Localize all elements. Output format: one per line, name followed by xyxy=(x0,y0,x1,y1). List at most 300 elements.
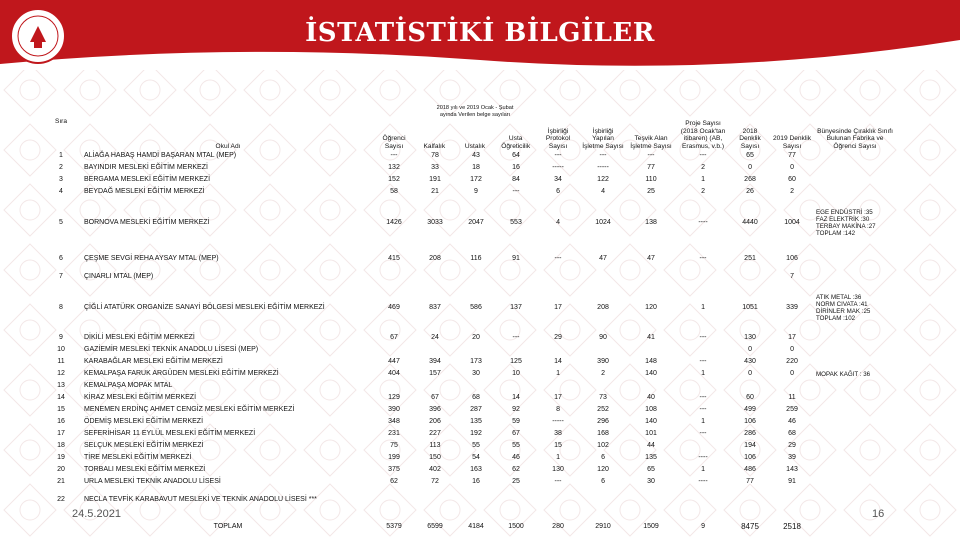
header-ustalik: Ustalık xyxy=(464,142,486,150)
cell-denklik-2019: 11 xyxy=(788,394,796,401)
header-denklik-2018: 2018 Denklik Sayısı xyxy=(739,127,761,150)
cell-row-number: 8 xyxy=(59,303,63,311)
cell-bunyesinde xyxy=(814,440,896,452)
cell-kalfalik: 191 xyxy=(429,176,441,183)
cell-ogrenci xyxy=(374,380,414,392)
cell-denklik-2018: 268 xyxy=(744,176,756,183)
cell-protokol: 6 xyxy=(556,188,560,195)
cell-proje: ---- xyxy=(698,478,708,485)
total-proje: 9 xyxy=(701,523,705,530)
total-ustalik: 4184 xyxy=(468,523,484,530)
cell-usta-ogreticilik: 92 xyxy=(512,406,520,413)
cell-denklik-2019: 0 xyxy=(790,164,794,171)
cell-kalfalik xyxy=(414,380,456,392)
cell-tesvik: 77 xyxy=(647,164,655,171)
factory-note-line: DİRİNLER MAK :25 xyxy=(816,307,871,315)
cell-ogrenci xyxy=(374,488,414,512)
cell-isletme: 208 xyxy=(597,303,609,311)
cell-bunyesinde xyxy=(814,404,896,416)
cell-bunyesinde xyxy=(814,332,896,344)
cell-denklik-2019: 2 xyxy=(790,188,794,195)
cell-bunyesinde xyxy=(814,428,896,440)
cell-kalfalik xyxy=(414,344,456,356)
cell-kalfalik: 33 xyxy=(431,164,439,171)
table-row xyxy=(40,416,896,428)
cell-ustalik: 135 xyxy=(470,418,482,425)
header-sira: Sıra xyxy=(54,118,68,125)
cell-kalfalik: 3033 xyxy=(427,218,443,226)
cell-proje: ---- xyxy=(698,218,708,226)
table-row xyxy=(40,392,896,404)
cell-isletme: 6 xyxy=(601,478,605,485)
cell-ustalik: 586 xyxy=(470,303,482,311)
cell-proje xyxy=(676,488,730,512)
cell-tesvik: 47 xyxy=(647,255,655,262)
table-row xyxy=(40,368,896,380)
total-label: TOPLAM xyxy=(213,523,243,530)
cell-ogrenci: 75 xyxy=(390,442,398,449)
cell-proje: 1 xyxy=(701,176,705,183)
cell-isletme: 102 xyxy=(597,442,609,449)
cell-ustalik: 192 xyxy=(470,430,482,437)
footer-date: 24.5.2021 xyxy=(72,508,121,520)
cell-school-name: NECLA TEVFİK KARABAVUT MESLEKİ VE TEKNİK ANADOLU LİSESİ *** xyxy=(84,496,317,503)
cell-bunyesinde xyxy=(814,356,896,368)
cell-ogrenci: 62 xyxy=(390,478,398,485)
cell-proje xyxy=(676,344,730,356)
cell-kalfalik: 837 xyxy=(429,303,441,311)
cell-tesvik: 65 xyxy=(647,466,655,473)
cell-protokol: 38 xyxy=(554,430,562,437)
cell-protokol xyxy=(536,380,580,392)
cell-usta-ogreticilik: 59 xyxy=(512,418,520,425)
table-header-row xyxy=(40,104,896,150)
cell-ustalik xyxy=(456,344,496,356)
cell-kalfalik: 21 xyxy=(431,188,439,195)
cell-denklik-2018: 130 xyxy=(744,334,756,341)
cell-denklik-2018 xyxy=(730,271,770,283)
table-row xyxy=(40,452,896,464)
cell-row-number: 21 xyxy=(57,478,65,485)
cell-school-name: DİKİLİ MESLEKİ EĞİTİM MERKEZİ xyxy=(84,334,195,341)
cell-usta-ogreticilik xyxy=(496,271,536,283)
cell-ustalik: 287 xyxy=(470,406,482,413)
cell-school-name: BAYINDIR MESLEKİ EĞİTİM MERKEZİ xyxy=(84,164,208,171)
cell-isletme: ----- xyxy=(597,164,609,171)
total-row xyxy=(40,512,896,542)
cell-isletme: 122 xyxy=(597,176,609,183)
cell-tesvik xyxy=(626,344,676,356)
cell-row-number: 11 xyxy=(57,358,65,365)
cell-bunyesinde xyxy=(814,368,896,380)
cell-bunyesinde xyxy=(814,150,896,162)
cell-protokol: 1 xyxy=(556,370,560,377)
cell-proje: 2 xyxy=(701,188,705,195)
cell-tesvik: 41 xyxy=(647,334,655,341)
cell-kalfalik: 402 xyxy=(429,466,441,473)
factory-note-line: EGE ENDÜSTRİ :35 xyxy=(816,208,873,216)
page-title: İSTATİSTİKİ BİLGİLER xyxy=(305,18,655,48)
cell-row-number: 19 xyxy=(57,454,65,461)
cell-ustalik xyxy=(456,380,496,392)
cell-denklik-2019: 143 xyxy=(786,466,798,473)
cell-tesvik xyxy=(626,488,676,512)
cell-bunyesinde xyxy=(814,380,896,392)
cell-protokol: 17 xyxy=(554,394,562,401)
cell-isletme: 47 xyxy=(599,255,607,262)
total-kalfalik: 6599 xyxy=(427,523,443,530)
cell-row-number: 3 xyxy=(59,176,63,183)
cell-school-name: ÇEŞME SEVGİ REHA AYSAY MTAL (MEP) xyxy=(84,255,219,262)
total-usta-ogreticilik: 1500 xyxy=(508,523,524,530)
cell-ustalik xyxy=(456,271,496,283)
cell-tesvik xyxy=(626,380,676,392)
cell-usta-ogreticilik: 10 xyxy=(512,370,520,377)
cell-tesvik: 120 xyxy=(645,303,657,311)
header-usta-ogreticilik: Usta Öğreticilik xyxy=(501,135,531,150)
cell-usta-ogreticilik: 25 xyxy=(512,478,520,485)
cell-tesvik: --- xyxy=(647,152,655,159)
table-row xyxy=(40,247,896,271)
cell-ustalik: 2047 xyxy=(468,218,484,226)
cell-tesvik: 135 xyxy=(645,454,657,461)
cell-denklik-2018: 0 xyxy=(748,346,752,353)
cell-isletme: --- xyxy=(599,152,607,159)
cell-row-number: 14 xyxy=(57,394,65,401)
cell-protokol: 17 xyxy=(554,303,562,311)
cell-ustalik: 173 xyxy=(470,358,482,365)
cell-isletme xyxy=(580,488,626,512)
cell-usta-ogreticilik: 64 xyxy=(512,152,520,159)
cell-ogrenci: 1426 xyxy=(386,218,402,226)
cell-ogrenci xyxy=(374,344,414,356)
cell-kalfalik: 24 xyxy=(431,334,439,341)
cell-protokol: --- xyxy=(554,255,562,262)
cell-proje xyxy=(676,440,730,452)
table-row xyxy=(40,428,896,440)
cell-denklik-2018: 60 xyxy=(746,394,754,401)
cell-denklik-2019: 7 xyxy=(790,273,794,280)
cell-school-name: SELÇUK MESLEKİ EĞİTİM MERKEZİ xyxy=(84,442,204,449)
cell-protokol xyxy=(536,488,580,512)
cell-usta-ogreticilik: 16 xyxy=(512,164,520,171)
cell-row-number: 17 xyxy=(57,430,65,437)
cell-bunyesinde xyxy=(814,162,896,174)
cell-usta-ogreticilik xyxy=(496,380,536,392)
cell-usta-ogreticilik: 67 xyxy=(512,430,520,437)
cell-row-number: 9 xyxy=(59,334,63,341)
cell-protokol: 15 xyxy=(554,442,562,449)
cell-tesvik: 30 xyxy=(647,478,655,485)
table-row xyxy=(40,404,896,416)
total-ogrenci: 5379 xyxy=(386,523,402,530)
cell-ustalik: 16 xyxy=(472,478,480,485)
cell-school-name: SEFERİHİSAR 11 EYLÜL MESLEKİ EĞİTİM MERKEZİ xyxy=(84,430,256,437)
cell-kalfalik: 72 xyxy=(431,478,439,485)
page-number: 16 xyxy=(872,508,885,520)
cell-tesvik: 110 xyxy=(645,176,657,183)
cell-isletme: 90 xyxy=(599,334,607,341)
cell-denklik-2019: 1004 xyxy=(784,218,800,226)
cell-protokol: --- xyxy=(554,152,562,159)
cell-ustalik: 18 xyxy=(472,164,480,171)
cell-bunyesinde xyxy=(814,283,896,332)
table-row xyxy=(40,283,896,332)
cell-school-name: KARABAĞLAR MESLEKİ EĞİTİM MERKEZİ xyxy=(84,358,223,365)
cell-isletme: 252 xyxy=(597,406,609,413)
cell-denklik-2019: 60 xyxy=(788,176,796,183)
cell-bunyesinde xyxy=(814,271,896,283)
cell-proje xyxy=(676,271,730,283)
cell-row-number: 16 xyxy=(57,418,65,425)
cell-row-number: 2 xyxy=(59,164,63,171)
cell-row-number: 5 xyxy=(59,218,63,226)
cell-proje: 1 xyxy=(701,303,705,311)
cell-denklik-2018: 486 xyxy=(744,466,756,473)
cell-school-name: GAZİEMİR MESLEKİ TEKNİK ANADOLU LİSESİ (MEP) xyxy=(84,346,259,353)
cell-tesvik: 140 xyxy=(645,418,657,425)
cell-kalfalik xyxy=(414,271,456,283)
cell-bunyesinde xyxy=(814,416,896,428)
factory-note-line: NORM CIVATA :41 xyxy=(816,300,868,308)
cell-denklik-2019: 259 xyxy=(786,406,798,413)
cell-protokol: 29 xyxy=(554,334,562,341)
cell-usta-ogreticilik: --- xyxy=(512,334,520,341)
cell-ustalik: 68 xyxy=(472,394,480,401)
cell-kalfalik: 150 xyxy=(429,454,441,461)
cell-protokol: --- xyxy=(554,478,562,485)
header-belge-title: 2018 yılı ve 2019 Ocak - Şubat ayında Verilen belge sayıları xyxy=(436,105,514,118)
cell-bunyesinde xyxy=(814,476,896,488)
cell-denklik-2018: 1051 xyxy=(742,303,758,311)
cell-protokol: ----- xyxy=(552,164,564,171)
cell-denklik-2018: 286 xyxy=(744,430,756,437)
cell-tesvik xyxy=(626,271,676,283)
header-proje: Proje Sayısı (2018 Ocak'tan itibaren) (AB, Erasmus, v.b.) xyxy=(680,120,726,150)
cell-ogrenci: 348 xyxy=(388,418,400,425)
cell-usta-ogreticilik: 14 xyxy=(512,394,520,401)
cell-ustalik: 20 xyxy=(472,334,480,341)
cell-kalfalik: 208 xyxy=(429,255,441,262)
total-denklik-2018: 8475 xyxy=(741,522,759,531)
cell-denklik-2018: 251 xyxy=(744,255,756,262)
factory-note-line: ATIK METAL :36 xyxy=(816,293,862,301)
header-kalfalik: Kalfalık xyxy=(423,142,446,150)
cell-protokol: 1 xyxy=(556,454,560,461)
cell-ogrenci: 375 xyxy=(388,466,400,473)
table-row xyxy=(40,162,896,174)
cell-denklik-2019: 68 xyxy=(788,430,796,437)
cell-usta-ogreticilik: 91 xyxy=(512,255,520,262)
cell-ogrenci: 152 xyxy=(388,176,400,183)
cell-proje: --- xyxy=(699,255,707,262)
cell-usta-ogreticilik xyxy=(496,488,536,512)
cell-row-number: 6 xyxy=(59,255,63,262)
cell-school-name: KİRAZ MESLEKİ EĞİTİM MERKEZİ xyxy=(84,394,197,401)
header-okul: Okul Adı xyxy=(215,142,241,150)
cell-row-number: 18 xyxy=(57,442,65,449)
table-row xyxy=(40,476,896,488)
table-row xyxy=(40,380,896,392)
table-row xyxy=(40,356,896,368)
cell-usta-ogreticilik: 55 xyxy=(512,442,520,449)
cell-isletme: 390 xyxy=(597,358,609,365)
cell-isletme: 2 xyxy=(601,370,605,377)
table-row xyxy=(40,150,896,162)
cell-school-name: BORNOVA MESLEKİ EĞİTİM MERKEZİ xyxy=(84,218,210,226)
cell-kalfalik: 78 xyxy=(431,152,439,159)
table-row xyxy=(40,344,896,356)
cell-tesvik: 140 xyxy=(645,370,657,377)
factory-note-line: TERBAY MAKİNA :27 xyxy=(816,222,876,230)
cell-row-number: 22 xyxy=(57,496,65,503)
cell-ogrenci: 129 xyxy=(388,394,400,401)
cell-protokol: 8 xyxy=(556,406,560,413)
cell-school-name: ALİAĞA HABAŞ HAMDİ BAŞARAN MTAL (MEP) xyxy=(84,152,237,159)
cell-kalfalik: 113 xyxy=(429,442,441,449)
cell-school-name: TORBALI MESLEKİ EĞİTİM MERKEZİ xyxy=(84,466,206,473)
cell-denklik-2019 xyxy=(770,488,814,512)
cell-isletme xyxy=(580,344,626,356)
cell-row-number: 4 xyxy=(59,188,63,195)
cell-ustalik: 55 xyxy=(472,442,480,449)
cell-protokol: 130 xyxy=(552,466,564,473)
header-bunyesinde: Bünyesinde Çıraklık Sınıfı Bulunan Fabrika ve Öğrenci Sayısı xyxy=(817,127,893,150)
cell-denklik-2019 xyxy=(770,380,814,392)
cell-bunyesinde xyxy=(814,344,896,356)
header-ogrenci: Öğrenci Sayısı xyxy=(382,135,406,150)
cell-row-number: 15 xyxy=(57,406,65,413)
cell-school-name: TİRE MESLEKİ EĞİTİM MERKEZİ xyxy=(84,454,192,461)
cell-denklik-2019: 220 xyxy=(786,358,798,365)
cell-proje: --- xyxy=(699,152,707,159)
header-denklik-2019: 2019 Denklik Sayısı xyxy=(772,135,812,150)
cell-isletme xyxy=(580,380,626,392)
cell-isletme xyxy=(580,271,626,283)
cell-proje: --- xyxy=(699,430,707,437)
cell-usta-ogreticilik: 125 xyxy=(510,358,522,365)
cell-kalfalik: 157 xyxy=(429,370,441,377)
cell-isletme: 6 xyxy=(601,454,605,461)
cell-ogrenci: 231 xyxy=(388,430,400,437)
cell-usta-ogreticilik: 84 xyxy=(512,176,520,183)
cell-protokol xyxy=(536,344,580,356)
cell-protokol: ----- xyxy=(552,418,564,425)
cell-usta-ogreticilik: 137 xyxy=(510,303,522,311)
cell-bunyesinde xyxy=(814,186,896,198)
factory-note-line: FAZ ELEKTRİK :30 xyxy=(816,215,870,223)
statistics-table xyxy=(40,104,896,542)
cell-row-number: 10 xyxy=(57,346,65,353)
cell-bunyesinde xyxy=(814,392,896,404)
cell-denklik-2019: 339 xyxy=(786,303,798,311)
cell-bunyesinde xyxy=(814,198,896,247)
table-row xyxy=(40,198,896,247)
cell-school-name: KEMALPAŞA MOPAK MTAL xyxy=(84,382,173,389)
cell-usta-ogreticilik: 46 xyxy=(512,454,520,461)
table-row xyxy=(40,174,896,186)
cell-denklik-2018 xyxy=(730,380,770,392)
cell-school-name: KEMALPAŞA FARUK ARGÜDEN MESLEKİ EĞİTİM MERKEZİ xyxy=(84,370,279,377)
cell-ogrenci: 199 xyxy=(388,454,400,461)
cell-row-number: 12 xyxy=(57,370,65,377)
cell-isletme: 1024 xyxy=(595,218,611,226)
cell-protokol: 34 xyxy=(554,176,562,183)
cell-row-number: 20 xyxy=(57,466,65,473)
cell-ogrenci: 67 xyxy=(390,334,398,341)
table-row xyxy=(40,332,896,344)
cell-denklik-2019: 29 xyxy=(788,442,796,449)
cell-protokol: 4 xyxy=(556,218,560,226)
cell-protokol: 14 xyxy=(554,358,562,365)
cell-bunyesinde xyxy=(814,174,896,186)
cell-denklik-2019: 39 xyxy=(788,454,796,461)
table-row xyxy=(40,186,896,198)
cell-usta-ogreticilik: 62 xyxy=(512,466,520,473)
cell-denklik-2018: 4440 xyxy=(742,218,758,226)
cell-proje: --- xyxy=(699,334,707,341)
cell-school-name: MENEMEN ERDİNÇ AHMET CENGİZ MESLEKİ EĞİTİM MERKEZİ xyxy=(84,406,295,413)
cell-denklik-2019: 46 xyxy=(788,418,796,425)
cell-isletme: 120 xyxy=(597,466,609,473)
cell-denklik-2018: 26 xyxy=(746,188,754,195)
header-isbirligi-protokol: İşbirliği Protokol Sayısı xyxy=(545,127,571,150)
cell-ustalik: 116 xyxy=(470,255,482,262)
cell-denklik-2018 xyxy=(730,488,770,512)
cell-proje xyxy=(676,380,730,392)
cell-bunyesinde xyxy=(814,452,896,464)
cell-proje: 1 xyxy=(701,370,705,377)
cell-denklik-2018: 106 xyxy=(744,418,756,425)
cell-kalfalik: 396 xyxy=(429,406,441,413)
cell-school-name: BEYDAĞ MESLEKİ EĞİTİM MERKEZİ xyxy=(84,188,205,195)
cell-ogrenci: 58 xyxy=(390,188,398,195)
cell-ogrenci: 469 xyxy=(388,303,400,311)
cell-proje: ---- xyxy=(698,454,708,461)
cell-ustalik: 54 xyxy=(472,454,480,461)
cell-school-name: ÇINARLI MTAL (MEP) xyxy=(84,273,154,280)
cell-ustalik xyxy=(456,488,496,512)
cell-ogrenci: 415 xyxy=(388,255,400,262)
cell-denklik-2019: 77 xyxy=(788,152,796,159)
cell-denklik-2018: 106 xyxy=(744,454,756,461)
cell-usta-ogreticilik: --- xyxy=(512,188,520,195)
cell-tesvik: 40 xyxy=(647,394,655,401)
table-row xyxy=(40,488,896,512)
cell-ogrenci xyxy=(374,271,414,283)
cell-kalfalik: 67 xyxy=(431,394,439,401)
cell-denklik-2019: 106 xyxy=(786,255,798,262)
header-belge-group xyxy=(414,104,536,150)
cell-denklik-2018: 194 xyxy=(744,442,756,449)
table-row xyxy=(40,440,896,452)
cell-usta-ogreticilik xyxy=(496,344,536,356)
cell-proje: --- xyxy=(699,406,707,413)
cell-denklik-2019: 0 xyxy=(790,346,794,353)
cell-bunyesinde xyxy=(814,247,896,271)
cell-tesvik: 25 xyxy=(647,188,655,195)
cell-ustalik: 163 xyxy=(470,466,482,473)
cell-proje: --- xyxy=(699,394,707,401)
cell-protokol xyxy=(536,271,580,283)
cell-ogrenci: 390 xyxy=(388,406,400,413)
cell-bunyesinde xyxy=(814,464,896,476)
cell-kalfalik: 227 xyxy=(429,430,441,437)
cell-tesvik: 44 xyxy=(647,442,655,449)
header-tesvik: Teşvik Alan İşletme Sayısı xyxy=(630,135,672,150)
cell-row-number: 13 xyxy=(57,382,65,389)
cell-proje: --- xyxy=(699,358,707,365)
